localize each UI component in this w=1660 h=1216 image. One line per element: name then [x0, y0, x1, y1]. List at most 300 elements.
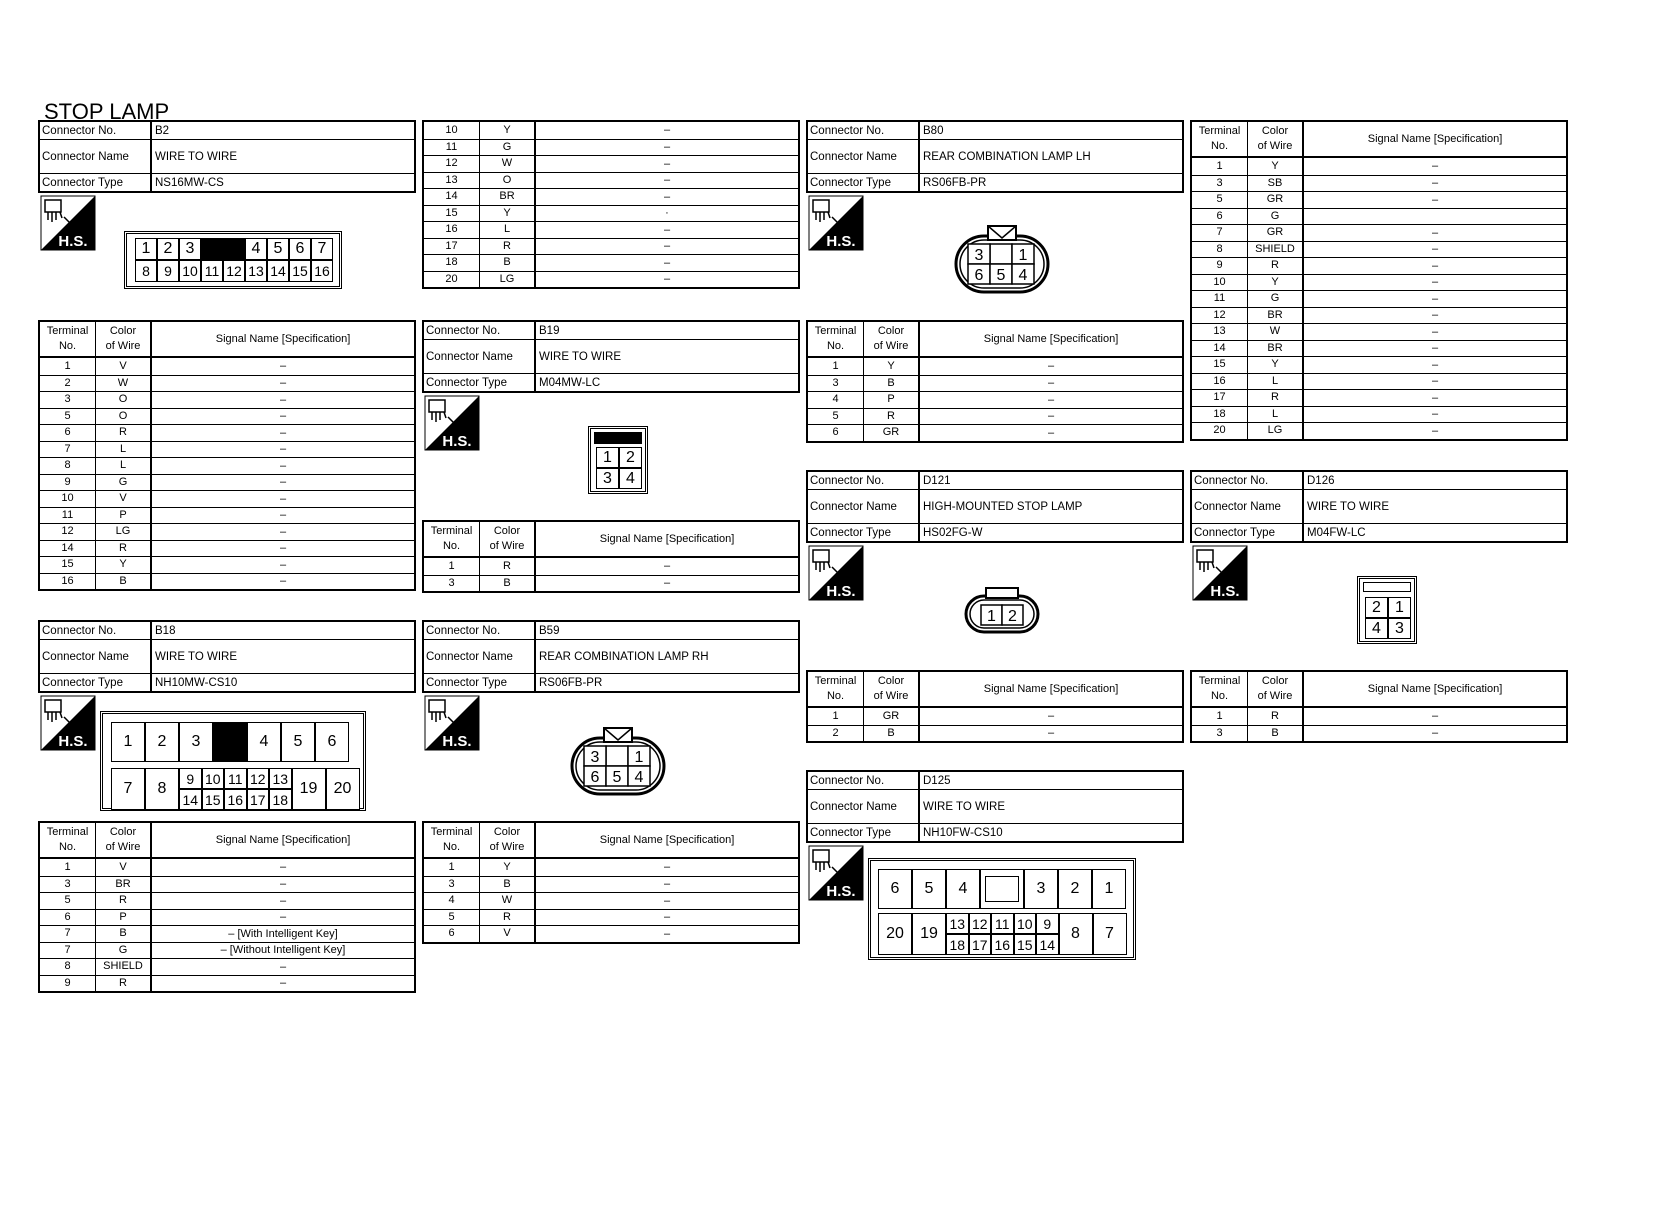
- connector-no-value: D126: [1307, 474, 1335, 487]
- signal-name-cell: –: [1431, 193, 1439, 206]
- wire-color-cell: G: [96, 943, 152, 959]
- table-row: [40, 909, 414, 926]
- connector-header-b18: [38, 620, 416, 693]
- wire-color-cell: W: [96, 376, 152, 392]
- table-row: [40, 490, 414, 507]
- wire-color-cell: L: [96, 458, 152, 474]
- connector-pin: 6: [315, 722, 349, 762]
- connector-pin: 4: [634, 769, 644, 786]
- connector-diagram-d126: [1357, 576, 1417, 644]
- connector-pin: 2: [1058, 869, 1092, 909]
- wire-color-cell: R: [864, 409, 920, 425]
- connector-pin: 17: [969, 934, 992, 955]
- connector-pin: 1: [634, 749, 644, 766]
- terminal-no-cell: 8: [40, 458, 96, 474]
- signal-name-cell: –: [279, 476, 287, 489]
- table-row: [808, 708, 1182, 725]
- connector-name-value: WIRE TO WIRE: [923, 800, 1005, 813]
- connector-pin: 12: [223, 260, 245, 282]
- connector-pin: 11: [224, 768, 247, 789]
- color-header-line-2: of Wire: [1257, 690, 1293, 702]
- terminal-no-cell: 5: [424, 910, 480, 926]
- table-row: [40, 925, 414, 942]
- signal-name-cell: –: [1431, 243, 1439, 256]
- table-row: [808, 375, 1182, 392]
- signal-header: Signal Name [Specification]: [599, 834, 735, 846]
- table-row: [1192, 175, 1566, 192]
- signal-name-cell: –: [663, 240, 671, 253]
- wire-color-cell: V: [480, 926, 536, 942]
- terminal-no-cell: 3: [1192, 176, 1248, 192]
- terminal-header-line-1: Terminal: [430, 826, 473, 838]
- terminal-no-cell: 1: [424, 558, 480, 575]
- connector-pin: 5: [281, 722, 315, 762]
- table-row: [424, 221, 798, 238]
- wire-color-cell: LG: [480, 272, 536, 288]
- hs-icon-text: H.S.: [442, 433, 472, 450]
- table-row: [40, 556, 414, 573]
- connector-key-cell: [985, 876, 1019, 902]
- connector-type-label: Connector Type: [40, 674, 152, 691]
- table-row: [40, 523, 414, 540]
- hs-icon: [424, 395, 480, 451]
- connector-pin: 1: [1092, 869, 1126, 909]
- color-header: [1248, 122, 1304, 156]
- signal-name-cell: –: [1431, 408, 1439, 421]
- signal-name-cell: –: [279, 492, 287, 505]
- terminal-table-b2-continued: [422, 120, 800, 289]
- connector-pin: 6: [289, 238, 311, 260]
- terminal-no-cell: 11: [1192, 291, 1248, 307]
- connector-pin: 19: [912, 913, 946, 955]
- terminal-no-cell: 6: [40, 425, 96, 441]
- connector-pin: 6: [590, 769, 600, 786]
- signal-name-cell: –: [1431, 391, 1439, 404]
- wire-color-cell: L: [1248, 407, 1304, 423]
- terminal-header-line-2: No.: [442, 540, 461, 552]
- connector-pin: 5: [612, 769, 622, 786]
- signal-name-cell: [1304, 209, 1566, 225]
- connector-pin: 2: [1365, 597, 1388, 618]
- wire-color-cell: B: [480, 877, 536, 893]
- terminal-no-cell: 5: [40, 409, 96, 425]
- connector-pin: 15: [289, 260, 311, 282]
- connector-no-label: Connector No.: [424, 622, 536, 639]
- connector-pin: 13: [946, 913, 969, 934]
- table-row: [424, 122, 798, 139]
- connector-pin: 3: [1024, 869, 1058, 909]
- connector-pin: 16: [224, 789, 247, 810]
- connector-type-value: NH10FW-CS10: [923, 826, 1003, 839]
- terminal-no-cell: 1: [808, 358, 864, 375]
- terminal-no-cell: 6: [1192, 209, 1248, 225]
- wire-color-cell: LG: [96, 524, 152, 540]
- connector-pin: 4: [946, 869, 980, 909]
- signal-name-cell: –: [1431, 325, 1439, 338]
- connector-pin: 17: [247, 789, 270, 810]
- signal-name-cell: – [With Intelligent Key]: [228, 927, 338, 940]
- table-header: [424, 522, 798, 558]
- wire-color-cell: L: [480, 222, 536, 238]
- signal-name-cell: –: [279, 894, 287, 907]
- terminal-no-cell: 3: [424, 576, 480, 592]
- connector-no-label: Connector No.: [424, 322, 536, 339]
- table-row: [424, 859, 798, 876]
- connector-pin: 1: [987, 608, 996, 625]
- wire-color-cell: GR: [1248, 192, 1304, 208]
- terminal-no-cell: 1: [40, 859, 96, 876]
- terminal-no-header: [808, 672, 864, 706]
- terminal-no-cell: 3: [1192, 726, 1248, 742]
- connector-type-value: RS06FB-PR: [539, 676, 603, 689]
- wire-color-cell: BR: [1248, 308, 1304, 324]
- wire-color-cell: BR: [1248, 341, 1304, 357]
- connector-pin: 9: [157, 260, 179, 282]
- connector-diagram-d125: [868, 858, 1136, 960]
- terminal-no-cell: 10: [40, 491, 96, 507]
- connector-pin: 2: [619, 447, 642, 468]
- terminal-no-cell: 12: [1192, 308, 1248, 324]
- wire-color-cell: R: [96, 541, 152, 557]
- page-title: STOP LAMP: [44, 99, 170, 124]
- table-row: [1192, 208, 1566, 225]
- connector-pin: 8: [145, 768, 179, 810]
- wire-color-cell: L: [1248, 374, 1304, 390]
- signal-name-cell: –: [1431, 358, 1439, 371]
- wire-color-cell: W: [1248, 324, 1304, 340]
- connector-type-value: HS02FG-W: [923, 526, 983, 539]
- terminal-no-cell: 17: [424, 239, 480, 255]
- color-header: [864, 672, 920, 706]
- terminal-no-cell: 16: [40, 574, 96, 590]
- connector-header-b19: [422, 320, 800, 393]
- connector-pin: 8: [1059, 913, 1093, 955]
- table-header: [1192, 122, 1566, 158]
- hs-icon: [808, 195, 864, 251]
- hs-icon: [1192, 545, 1248, 601]
- signal-name-cell: –: [663, 141, 671, 154]
- connector-no-value: B19: [539, 324, 560, 337]
- terminal-header-line-1: Terminal: [814, 675, 857, 687]
- connector-name-value: WIRE TO WIRE: [1307, 500, 1389, 513]
- connector-key-cell: [980, 869, 1024, 909]
- wire-color-cell: Y: [480, 859, 536, 876]
- connector-type-value: M04FW-LC: [1307, 526, 1366, 539]
- table-row: [808, 424, 1182, 441]
- terminal-header-line-1: Terminal: [814, 325, 857, 337]
- terminal-no-cell: 13: [1192, 324, 1248, 340]
- table-row: [1192, 224, 1566, 241]
- table-row: [1192, 406, 1566, 423]
- terminal-no-cell: 20: [1192, 423, 1248, 439]
- table-row: [808, 358, 1182, 375]
- terminal-table-d121: [806, 670, 1184, 743]
- color-header-line-2: of Wire: [873, 690, 909, 702]
- table-header: [40, 322, 414, 358]
- connector-pin: 3: [596, 468, 619, 489]
- connector-type-label: Connector Type: [808, 524, 920, 541]
- terminal-no-cell: 13: [424, 173, 480, 189]
- wire-color-cell: R: [96, 893, 152, 909]
- connector-pin: 12: [969, 913, 992, 934]
- wire-color-cell: GR: [864, 425, 920, 441]
- terminal-no-cell: 15: [1192, 357, 1248, 373]
- terminal-no-cell: 14: [424, 189, 480, 205]
- connector-name-label: Connector Name: [808, 490, 920, 523]
- connector-no-value: B18: [155, 624, 176, 637]
- terminal-table-b59: [422, 821, 800, 944]
- connector-pin: 5: [267, 238, 289, 260]
- table-row: [424, 876, 798, 893]
- connector-type-value: RS06FB-PR: [923, 176, 987, 189]
- connector-pin: 9: [179, 768, 202, 789]
- table-header: [424, 823, 798, 859]
- connector-pin: 5: [996, 267, 1006, 284]
- wire-color-cell: W: [480, 156, 536, 172]
- connector-pin: 6: [878, 869, 912, 909]
- connector-pin: 14: [179, 789, 202, 810]
- connector-name-value: REAR COMBINATION LAMP RH: [539, 650, 709, 663]
- color-header: [864, 322, 920, 356]
- signal-name-cell: –: [663, 273, 671, 286]
- connector-name-value: HIGH-MOUNTED STOP LAMP: [923, 500, 1083, 513]
- terminal-no-cell: 8: [1192, 242, 1248, 258]
- signal-name-cell: –: [663, 560, 671, 573]
- color-header-line-1: Color: [877, 325, 905, 337]
- signal-name-cell: –: [1431, 160, 1439, 173]
- connector-no-label: Connector No.: [40, 122, 152, 139]
- wire-color-cell: B: [96, 926, 152, 942]
- connector-pin: 14: [267, 260, 289, 282]
- signal-name-cell: –: [1047, 377, 1055, 390]
- connector-type-value: M04MW-LC: [539, 376, 601, 389]
- table-header: [1192, 672, 1566, 708]
- signal-name-cell: –: [279, 861, 287, 874]
- terminal-header-line-1: Terminal: [430, 525, 473, 537]
- connector-pin: 16: [311, 260, 333, 282]
- table-row: [424, 575, 798, 592]
- connector-pin: 12: [247, 768, 270, 789]
- connector-pin: 4: [1018, 267, 1028, 284]
- signal-header: Signal Name [Specification]: [1367, 133, 1503, 145]
- connector-diagram-b80: [954, 224, 1050, 296]
- signal-name-cell: –: [1047, 393, 1055, 406]
- color-header: [480, 823, 536, 857]
- connector-name-label: Connector Name: [808, 140, 920, 173]
- terminal-table-d125: [1190, 120, 1568, 441]
- signal-name-cell: –: [1431, 710, 1439, 723]
- wire-color-cell: O: [96, 409, 152, 425]
- signal-name-cell: –: [279, 525, 287, 538]
- signal-header: Signal Name [Specification]: [215, 333, 351, 345]
- table-row: [424, 238, 798, 255]
- signal-name-cell: –: [663, 190, 671, 203]
- terminal-no-cell: 4: [424, 893, 480, 909]
- terminal-no-cell: 16: [1192, 374, 1248, 390]
- connector-no-label: Connector No.: [808, 472, 920, 489]
- wire-color-cell: O: [96, 392, 152, 408]
- color-header-line-1: Color: [493, 525, 521, 537]
- table-row: [40, 408, 414, 425]
- signal-name-cell: –: [1431, 309, 1439, 322]
- hs-icon-text: H.S.: [826, 233, 856, 250]
- color-header: [96, 823, 152, 857]
- connector-pin: 20: [326, 768, 360, 810]
- signal-name-cell: –: [663, 894, 671, 907]
- wire-color-cell: SHIELD: [1248, 242, 1304, 258]
- terminal-header-line-2: No.: [58, 340, 77, 352]
- connector-pin: 1: [1388, 597, 1411, 618]
- color-header-line-2: of Wire: [489, 540, 525, 552]
- connector-pin: 3: [179, 238, 201, 260]
- connector-pin: 8: [135, 260, 157, 282]
- signal-name-cell: –: [663, 256, 671, 269]
- table-row: [424, 172, 798, 189]
- connector-no-label: Connector No.: [808, 122, 920, 139]
- table-row: [424, 558, 798, 575]
- terminal-no-cell: 1: [1192, 158, 1248, 175]
- connector-pin: 4: [1365, 618, 1388, 639]
- terminal-no-cell: 1: [424, 859, 480, 876]
- connector-diagram-b2: [124, 231, 342, 289]
- signal-name-cell: –: [279, 459, 287, 472]
- table-row: [1192, 340, 1566, 357]
- connector-pin: 7: [311, 238, 333, 260]
- terminal-header-line-2: No.: [1210, 690, 1229, 702]
- terminal-no-cell: 6: [424, 926, 480, 942]
- wire-color-cell: B: [480, 255, 536, 271]
- wire-color-cell: P: [96, 910, 152, 926]
- connector-pin: 11: [201, 260, 223, 282]
- wire-color-cell: G: [1248, 209, 1304, 225]
- wire-color-cell: R: [1248, 708, 1304, 725]
- table-row: [40, 441, 414, 458]
- connector-diagram-b18: [100, 711, 366, 811]
- terminal-no-cell: 7: [40, 926, 96, 942]
- signal-name-cell: –: [1431, 292, 1439, 305]
- connector-no-label: Connector No.: [1192, 472, 1304, 489]
- connector-key-bar: [1363, 582, 1411, 592]
- color-header: [96, 322, 152, 356]
- table-row: [1192, 257, 1566, 274]
- connector-pin: 18: [946, 934, 969, 955]
- connector-diagram-b19: [588, 426, 648, 494]
- terminal-no-header: [1192, 122, 1248, 156]
- table-row: [40, 892, 414, 909]
- signal-header: Signal Name [Specification]: [983, 683, 1119, 695]
- terminal-no-cell: 3: [40, 877, 96, 893]
- connector-header-b59: [422, 620, 800, 693]
- table-row: [424, 155, 798, 172]
- signal-header: Signal Name [Specification]: [215, 834, 351, 846]
- connector-pin: 3: [1388, 618, 1411, 639]
- signal-name-cell: –: [1431, 226, 1439, 239]
- wire-color-cell: G: [480, 140, 536, 156]
- table-row: [808, 391, 1182, 408]
- terminal-no-cell: 4: [808, 392, 864, 408]
- connector-header-b80: [806, 120, 1184, 193]
- wire-color-cell: B: [864, 726, 920, 742]
- table-row: [40, 975, 414, 992]
- terminal-no-cell: 18: [424, 255, 480, 271]
- table-row: [1192, 373, 1566, 390]
- wire-color-cell: G: [96, 475, 152, 491]
- connector-type-value: NS16MW-CS: [155, 176, 224, 189]
- color-header-line-2: of Wire: [489, 841, 525, 853]
- signal-name-cell: –: [1431, 342, 1439, 355]
- wire-color-cell: Y: [1248, 158, 1304, 175]
- wire-color-cell: Y: [96, 557, 152, 573]
- signal-name-cell: –: [1047, 426, 1055, 439]
- terminal-no-cell: 6: [808, 425, 864, 441]
- table-row: [40, 375, 414, 392]
- connector-pin: 3: [974, 247, 984, 264]
- terminal-table-b19: [422, 520, 800, 593]
- table-row: [40, 958, 414, 975]
- table-header: [808, 672, 1182, 708]
- wire-color-cell: B: [864, 376, 920, 392]
- table-row: [40, 573, 414, 590]
- terminal-no-cell: 3: [40, 392, 96, 408]
- table-row: [424, 254, 798, 271]
- wire-color-cell: V: [96, 859, 152, 876]
- connector-latch: [986, 588, 1018, 598]
- signal-name-cell: –: [279, 410, 287, 423]
- signal-name-cell: –: [1431, 276, 1439, 289]
- wire-color-cell: R: [480, 910, 536, 926]
- connector-name-label: Connector Name: [808, 790, 920, 823]
- connector-pin: 6: [974, 267, 984, 284]
- hs-icon-text: H.S.: [826, 583, 856, 600]
- hs-icon: [808, 845, 864, 901]
- connector-pin: 5: [912, 869, 946, 909]
- signal-name-cell: –: [279, 977, 287, 990]
- table-header: [40, 823, 414, 859]
- connector-pin: 4: [245, 238, 267, 260]
- table-row: [424, 139, 798, 156]
- terminal-no-cell: 7: [40, 943, 96, 959]
- wire-color-cell: BR: [96, 877, 152, 893]
- table-row: [40, 507, 414, 524]
- signal-name-cell: –: [663, 577, 671, 590]
- signal-name-cell: –: [279, 509, 287, 522]
- connector-type-label: Connector Type: [808, 824, 920, 841]
- connector-name-label: Connector Name: [1192, 490, 1304, 523]
- connector-type-label: Connector Type: [424, 374, 536, 391]
- hs-icon-text: H.S.: [826, 883, 856, 900]
- wire-color-cell: Y: [1248, 357, 1304, 373]
- connector-pin: 15: [1014, 934, 1037, 955]
- hs-icon-text: H.S.: [58, 233, 88, 250]
- connector-pin: 13: [245, 260, 267, 282]
- signal-header: Signal Name [Specification]: [1367, 683, 1503, 695]
- wire-color-cell: BR: [480, 189, 536, 205]
- terminal-no-header: [40, 322, 96, 356]
- hs-icon: [40, 695, 96, 751]
- signal-name-cell: –: [1431, 375, 1439, 388]
- terminal-no-cell: 1: [1192, 708, 1248, 725]
- wire-color-cell: P: [96, 508, 152, 524]
- connector-diagram-d121: [964, 586, 1040, 636]
- signal-name-cell: –: [279, 542, 287, 555]
- color-header-line-2: of Wire: [105, 340, 141, 352]
- table-row: [1192, 389, 1566, 406]
- terminal-no-cell: 7: [1192, 225, 1248, 241]
- connector-name-label: Connector Name: [40, 640, 152, 673]
- terminal-no-cell: 14: [1192, 341, 1248, 357]
- signal-name-cell: –: [663, 124, 671, 137]
- connector-name-value: WIRE TO WIRE: [155, 650, 237, 663]
